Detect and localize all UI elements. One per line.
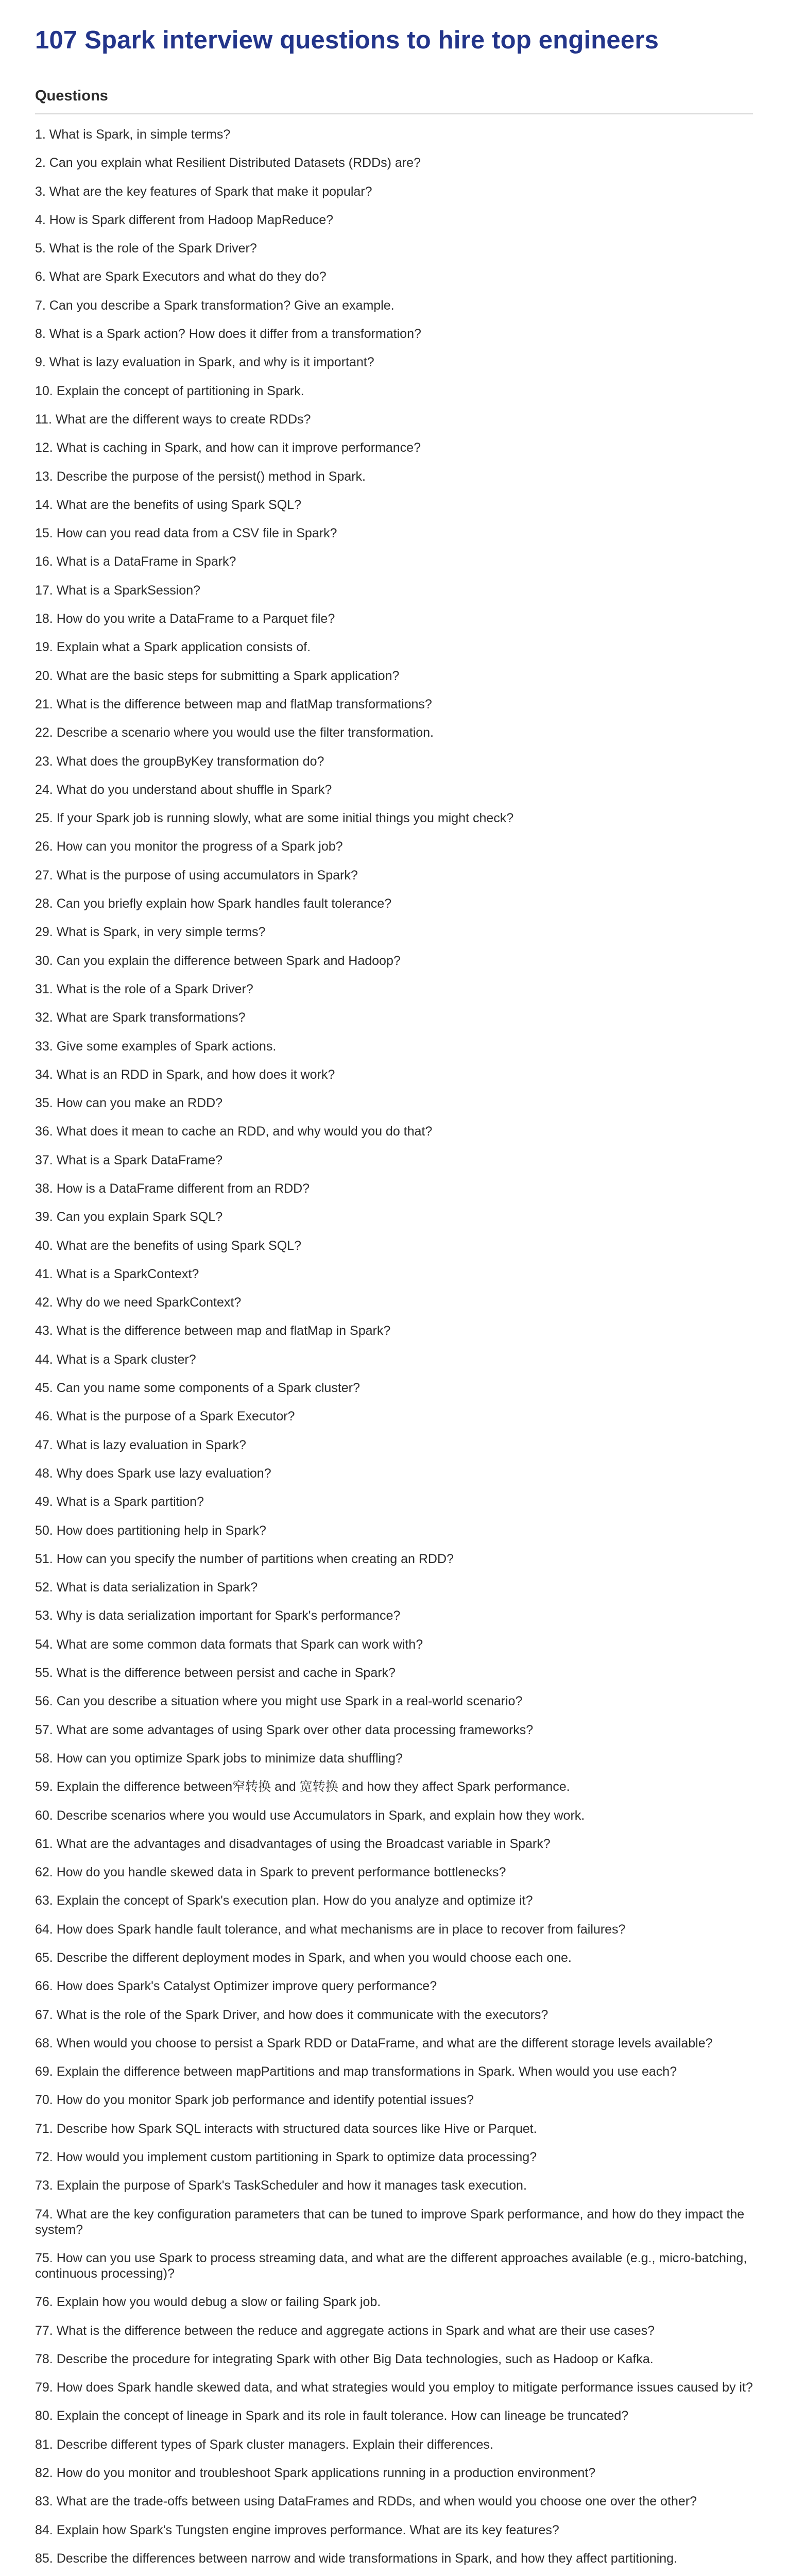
question-item — [35, 1693, 753, 1709]
question-item — [35, 1978, 753, 1994]
question-text: What is the difference between persist and cache in Spark? — [56, 1666, 396, 1681]
question-number: 42. — [35, 1295, 57, 1310]
question-text: What is the role of the Spark Driver? — [49, 241, 257, 256]
question-text: Can you describe a situation where you might use Spark in a real-world scenario? — [56, 1694, 523, 1709]
section-heading: Questions — [35, 88, 108, 104]
question-text: How is Spark different from Hadoop MapReduce? — [49, 212, 334, 227]
question-item — [35, 2323, 753, 2338]
question-number: 32. — [35, 1010, 57, 1025]
question-number: 72. — [35, 2150, 57, 2165]
question-item — [35, 1808, 753, 1823]
question-text: What are the different ways to create RDDs? — [55, 412, 311, 427]
question-item — [35, 1010, 753, 1025]
question-text: What is lazy evaluation in Spark, and why is it important? — [49, 355, 374, 370]
question-item — [35, 1523, 753, 1538]
question-text: How does Spark's Catalyst Optimizer improve query performance? — [56, 1979, 437, 1994]
question-text: What does it mean to cache an RDD, and why would you do that? — [56, 1124, 433, 1139]
question-item — [35, 1922, 753, 1937]
question-text: Describe scenarios where you would use Accumulators in Spark, and explain how they work. — [56, 1808, 585, 1823]
question-item — [35, 1608, 753, 1623]
question-text: What are some common data formats that Spark can work with? — [56, 1637, 423, 1652]
question-text: How does partitioning help in Spark? — [56, 1523, 266, 1538]
question-number: 54. — [35, 1637, 57, 1652]
question-number: 57. — [35, 1722, 57, 1737]
question-item — [35, 1865, 753, 1880]
question-item — [35, 354, 753, 370]
question-number: 2. — [35, 156, 49, 171]
question-item — [35, 1893, 753, 1908]
question-item — [35, 668, 753, 684]
question-number: 49. — [35, 1495, 57, 1510]
question-text: Can you describe a Spark transformation? Give an example. — [49, 298, 395, 313]
question-item — [35, 981, 753, 997]
question-item — [35, 526, 753, 541]
question-item — [35, 1295, 753, 1310]
question-item — [35, 440, 753, 455]
question-number: 19. — [35, 640, 57, 655]
question-number: 6. — [35, 269, 49, 284]
question-item — [35, 2465, 753, 2481]
question-item — [35, 2294, 753, 2310]
question-item — [35, 754, 753, 769]
question-text: How do you monitor Spark job performance and identify potential issues? — [56, 2093, 474, 2108]
question-number: 5. — [35, 241, 49, 256]
question-text: What is lazy evaluation in Spark? — [56, 1437, 246, 1452]
question-item — [35, 2178, 753, 2193]
question-item — [35, 1722, 753, 1738]
question-text: How can you use Spark to process streaming data, and what are the different approaches available (e.g., micro-batching, continuous processing)? — [35, 2250, 747, 2281]
question-number: 62. — [35, 1865, 57, 1880]
question-text: Explain what a Spark application consists of. — [56, 640, 311, 655]
question-item — [35, 2351, 753, 2367]
question-text: What is a Spark partition? — [56, 1495, 204, 1510]
question-text: What are the key configuration parameters that can be tuned to improve Spark performance, and how do they impact the system? — [35, 2207, 745, 2237]
question-text: How do you handle skewed data in Spark to prevent performance bottlenecks? — [56, 1865, 506, 1880]
question-number: 77. — [35, 2323, 57, 2338]
question-number: 34. — [35, 1067, 57, 1082]
question-item — [35, 212, 753, 228]
question-number: 15. — [35, 526, 57, 541]
question-text: Can you briefly explain how Spark handles fault tolerance? — [56, 896, 392, 911]
question-item — [35, 639, 753, 655]
question-text: When would you choose to persist a Spark RDD or DataFrame, and what are the different storage levels available? — [56, 2036, 713, 2050]
question-number: 67. — [35, 2007, 57, 2022]
question-number: 68. — [35, 2036, 57, 2050]
question-item — [35, 1551, 753, 1567]
question-text: What is Spark, in simple terms? — [49, 127, 231, 142]
question-item — [35, 1466, 753, 1481]
question-item — [35, 1238, 753, 1253]
question-item — [35, 1836, 753, 1852]
question-number: 9. — [35, 355, 49, 370]
question-number: 22. — [35, 725, 57, 740]
question-number: 31. — [35, 981, 57, 996]
question-number: 8. — [35, 327, 49, 342]
question-text: What is the purpose of a Spark Executor? — [56, 1409, 295, 1424]
question-number: 75. — [35, 2250, 57, 2265]
question-text: Explain how you would debug a slow or failing Spark job. — [56, 2295, 381, 2310]
question-item — [35, 896, 753, 911]
question-number: 55. — [35, 1666, 57, 1681]
question-number: 83. — [35, 2494, 57, 2509]
question-item — [35, 2408, 753, 2424]
question-number: 65. — [35, 1951, 57, 1965]
question-text: What is data serialization in Spark? — [56, 1580, 258, 1595]
question-number: 26. — [35, 839, 57, 854]
question-text: Describe the purpose of the persist() method in Spark. — [56, 469, 366, 484]
question-item — [35, 924, 753, 940]
question-item — [35, 1181, 753, 1196]
question-item — [35, 1067, 753, 1082]
question-item — [35, 1779, 753, 1794]
question-number: 16. — [35, 554, 57, 569]
question-item — [35, 2036, 753, 2051]
question-text: What are the basic steps for submitting a Spark application? — [56, 668, 400, 683]
question-number: 81. — [35, 2437, 57, 2452]
question-item — [35, 868, 753, 883]
question-item — [35, 1266, 753, 1282]
question-number: 73. — [35, 2178, 57, 2193]
question-number: 61. — [35, 1836, 57, 1851]
question-number: 24. — [35, 782, 57, 797]
question-number: 58. — [35, 1751, 57, 1766]
question-number: 39. — [35, 1210, 57, 1225]
question-item — [35, 1637, 753, 1652]
question-number: 20. — [35, 668, 57, 683]
question-text: What are Spark transformations? — [56, 1010, 246, 1025]
question-text: What is an RDD in Spark, and how does it work? — [56, 1067, 335, 1082]
question-text: Can you explain Spark SQL? — [56, 1210, 223, 1225]
question-item — [35, 839, 753, 854]
question-item — [35, 2149, 753, 2165]
question-text: What is the purpose of using accumulators in Spark? — [56, 868, 358, 883]
question-number: 27. — [35, 868, 57, 883]
question-item — [35, 697, 753, 712]
question-number: 3. — [35, 184, 49, 199]
question-number: 11. — [35, 412, 56, 427]
question-item — [35, 412, 753, 427]
question-number: 1. — [35, 127, 49, 142]
question-text: What is the difference between the reduce and aggregate actions in Spark and what are their use cases? — [56, 2323, 655, 2338]
question-text: What does the groupByKey transformation do? — [56, 754, 324, 769]
question-number: 43. — [35, 1324, 57, 1338]
question-item — [35, 1409, 753, 1424]
question-text: Can you explain the difference between Spark and Hadoop? — [56, 953, 401, 968]
question-number: 52. — [35, 1580, 57, 1595]
question-text: Can you explain what Resilient Distributed Datasets (RDDs) are? — [49, 156, 421, 171]
question-text: What is a DataFrame in Spark? — [56, 554, 236, 569]
question-item — [35, 2437, 753, 2452]
question-text: How can you read data from a CSV file in Spark? — [56, 526, 337, 541]
question-number: 14. — [35, 497, 57, 512]
question-number: 12. — [35, 440, 57, 455]
question-item — [35, 269, 753, 284]
question-number: 63. — [35, 1893, 57, 1908]
question-text: Describe the different deployment modes in Spark, and when you would choose each one. — [56, 1951, 572, 1965]
question-text: How can you make an RDD? — [56, 1096, 223, 1111]
question-item — [35, 1124, 753, 1139]
question-text: What is the role of the Spark Driver, and how does it communicate with the executors? — [56, 2007, 549, 2022]
question-number: 25. — [35, 811, 57, 826]
question-text: What do you understand about shuffle in Spark? — [56, 782, 332, 797]
question-number: 30. — [35, 953, 57, 968]
question-number: 23. — [35, 754, 57, 769]
question-number: 37. — [35, 1153, 57, 1167]
question-number: 46. — [35, 1409, 57, 1424]
question-item — [35, 1494, 753, 1510]
question-number: 38. — [35, 1181, 57, 1196]
question-number: 44. — [35, 1352, 57, 1367]
question-item — [35, 2250, 753, 2281]
question-text: How is a DataFrame different from an RDD? — [56, 1181, 310, 1196]
question-number: 36. — [35, 1124, 57, 1139]
question-text: What is Spark, in very simple terms? — [56, 925, 266, 940]
question-item — [35, 1323, 753, 1338]
question-item — [35, 2494, 753, 2509]
question-item — [35, 1209, 753, 1225]
question-text: Explain how Spark's Tungsten engine improves performance. What are its key features? — [56, 2522, 559, 2537]
question-number: 7. — [35, 298, 49, 313]
question-item — [35, 1580, 753, 1595]
question-item — [35, 1352, 753, 1367]
question-number: 18. — [35, 612, 57, 626]
question-text: What is the difference between map and flatMap transformations? — [56, 697, 432, 711]
question-number: 82. — [35, 2466, 57, 2481]
question-number: 28. — [35, 896, 57, 911]
question-text: How do you monitor and troubleshoot Spark applications running in a production environment? — [56, 2466, 596, 2481]
question-number: 70. — [35, 2093, 57, 2108]
question-item — [35, 383, 753, 399]
question-text: What are the trade-offs between using DataFrames and RDDs, and when would you choose one over the other? — [56, 2494, 697, 2509]
question-number: 4. — [35, 212, 49, 227]
question-text: Describe how Spark SQL interacts with structured data sources like Hive or Parquet. — [56, 2121, 537, 2136]
question-text: What is the difference between map and flatMap in Spark? — [56, 1324, 391, 1338]
question-item — [35, 2380, 753, 2395]
question-number: 21. — [35, 697, 57, 711]
question-text: Describe the differences between narrow and wide transformations in Spark, and how they affect partitioning. — [56, 2551, 678, 2566]
question-text: How does Spark handle fault tolerance, and what mechanisms are in place to recover from failures? — [56, 1922, 626, 1937]
question-item — [35, 1751, 753, 1766]
question-item — [35, 1153, 753, 1168]
question-text: What are the advantages and disadvantages of using the Broadcast variable in Spark? — [56, 1836, 551, 1851]
question-item — [35, 2007, 753, 2023]
question-text: If your Spark job is running slowly, what are some initial things you might check? — [56, 811, 514, 826]
question-item — [35, 1095, 753, 1111]
question-text: How do you write a DataFrame to a Parquet file? — [56, 612, 335, 626]
question-item — [35, 2121, 753, 2137]
question-item — [35, 127, 753, 142]
question-text: What is the role of a Spark Driver? — [56, 981, 253, 996]
question-text: Describe different types of Spark cluster managers. Explain their differences. — [56, 2437, 493, 2452]
question-text: What are some advantages of using Spark over other data processing frameworks? — [56, 1722, 534, 1737]
question-item — [35, 583, 753, 598]
question-item — [35, 326, 753, 342]
question-text: Why is data serialization important for Spark's performance? — [56, 1608, 401, 1623]
question-text: How can you optimize Spark jobs to minimize data shuffling? — [56, 1751, 403, 1766]
question-item — [35, 2064, 753, 2079]
question-number: 79. — [35, 2380, 57, 2395]
question-text: What are the key features of Spark that make it popular? — [49, 184, 372, 199]
question-number: 71. — [35, 2121, 57, 2136]
question-item — [35, 725, 753, 740]
question-text: Describe a scenario where you would use the filter transformation. — [56, 725, 434, 740]
question-text: What are the benefits of using Spark SQL? — [56, 497, 301, 512]
question-number: 40. — [35, 1238, 57, 1253]
question-item — [35, 1039, 753, 1054]
question-number: 76. — [35, 2295, 57, 2310]
question-item — [35, 611, 753, 626]
question-text: Explain the difference between mapPartitions and map transformations in Spark. When would you use each? — [56, 2064, 677, 2079]
question-number: 69. — [35, 2064, 57, 2079]
question-item — [35, 1380, 753, 1396]
question-text: What are the benefits of using Spark SQL? — [56, 1238, 301, 1253]
question-item — [35, 1437, 753, 1453]
question-item — [35, 810, 753, 826]
question-text: What is a Spark cluster? — [56, 1352, 196, 1367]
question-item — [35, 2551, 753, 2566]
question-item — [35, 2092, 753, 2108]
question-item — [35, 497, 753, 513]
question-number: 85. — [35, 2551, 57, 2566]
question-text: What are Spark Executors and what do they do? — [49, 269, 327, 284]
question-text: Can you name some components of a Spark cluster? — [56, 1381, 360, 1396]
question-item — [35, 782, 753, 798]
question-number: 50. — [35, 1523, 57, 1538]
question-number: 33. — [35, 1039, 57, 1054]
question-number: 74. — [35, 2207, 57, 2222]
question-number: 41. — [35, 1266, 57, 1281]
question-text: What is a Spark DataFrame? — [56, 1153, 223, 1167]
question-item — [35, 1665, 753, 1681]
question-text: Describe the procedure for integrating Spark with other Big Data technologies, such as Hadoop or Kafka. — [56, 2351, 654, 2366]
question-text: How would you implement custom partitioning in Spark to optimize data processing? — [56, 2150, 537, 2165]
question-item — [35, 554, 753, 569]
question-text: Why does Spark use lazy evaluation? — [56, 1466, 271, 1481]
question-number: 66. — [35, 1979, 57, 1994]
question-number: 13. — [35, 469, 57, 484]
question-text: Explain the purpose of Spark's TaskScheduler and how it manages task execution. — [56, 2178, 527, 2193]
question-text: Explain the difference between窄转换 and 宽转换 and how they affect Spark performance. — [56, 1780, 570, 1794]
question-text: What is caching in Spark, and how can it improve performance? — [56, 440, 421, 455]
question-number: 45. — [35, 1381, 57, 1396]
question-number: 59. — [35, 1780, 57, 1794]
question-item — [35, 1950, 753, 1965]
question-number: 47. — [35, 1437, 57, 1452]
question-list — [35, 127, 753, 2576]
question-text: Why do we need SparkContext? — [56, 1295, 242, 1310]
question-text: What is a SparkContext? — [56, 1266, 199, 1281]
question-text: Give some examples of Spark actions. — [56, 1039, 277, 1054]
question-number: 80. — [35, 2409, 57, 2424]
question-number: 51. — [35, 1551, 57, 1566]
question-text: What is a SparkSession? — [56, 583, 200, 598]
question-number: 29. — [35, 925, 57, 940]
question-item — [35, 953, 753, 969]
question-number: 60. — [35, 1808, 57, 1823]
question-item — [35, 184, 753, 199]
question-number: 10. — [35, 383, 57, 398]
question-item — [35, 2207, 753, 2238]
question-text: Explain the concept of lineage in Spark and its role in fault tolerance. How can lineage be truncated? — [56, 2409, 629, 2424]
question-number: 78. — [35, 2351, 57, 2366]
section-divider — [35, 113, 753, 114]
question-number: 17. — [35, 583, 57, 598]
question-text: How can you specify the number of partitions when creating an RDD? — [56, 1551, 454, 1566]
question-text: What is a Spark action? How does it differ from a transformation? — [49, 327, 421, 342]
question-item — [35, 241, 753, 256]
question-text: How does Spark handle skewed data, and what strategies would you employ to mitigate performance issues caused by it? — [56, 2380, 753, 2395]
question-text: How can you monitor the progress of a Spark job? — [56, 839, 343, 854]
question-item — [35, 469, 753, 484]
question-number: 48. — [35, 1466, 57, 1481]
question-number: 56. — [35, 1694, 57, 1709]
question-number: 53. — [35, 1608, 57, 1623]
question-number: 84. — [35, 2522, 57, 2537]
question-item — [35, 2522, 753, 2538]
question-item — [35, 298, 753, 313]
question-number: 64. — [35, 1922, 57, 1937]
question-item — [35, 155, 753, 171]
question-text: Explain the concept of partitioning in Spark. — [56, 383, 304, 398]
question-number: 35. — [35, 1096, 57, 1111]
page-title: 107 Spark interview questions to hire top engineers — [35, 26, 659, 54]
question-text: Explain the concept of Spark's execution plan. How do you analyze and optimize it? — [56, 1893, 533, 1908]
